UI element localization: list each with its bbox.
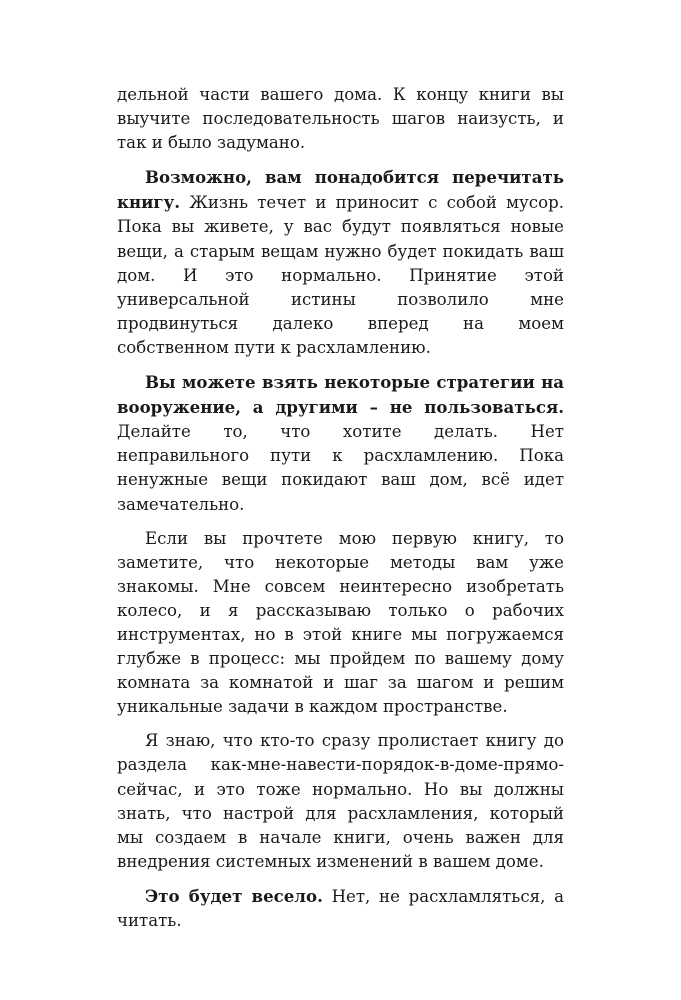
- paragraph-text: Если вы прочтете мою первую книгу, то заметите, что некоторые методы вам уже знакомы. Мне совсем неинтересно изобретать колесо, и я рассказываю только о рабочих инструментах, но в этой книге мы погружаемся глубже в процесс: мы пройдем по вашему дому комната за комнатой и шаг за шагом и решим уникальные задачи в каждом пространстве.: [117, 528, 564, 717]
- paragraph-first-book: [117, 527, 564, 720]
- paragraph-lead: Вы можете взять некоторые стратегии на вооружение, а другими – не пользоваться.: [117, 372, 564, 418]
- paragraph-skip-ahead: [117, 729, 564, 874]
- paragraph-text: Делайте то, что хотите делать. Нет неправильного пути к расхламлению. Пока ненужные вещи покидают ваш дом, всё идет замечательно.: [117, 422, 564, 514]
- paragraph-lead: Это будет весело.: [145, 885, 323, 906]
- paragraph-text: Нет, не расхламляться, а читать.: [117, 886, 564, 930]
- book-page: [117, 83, 564, 943]
- paragraph-text: Я знаю, что кто-то сразу пролистает книгу до раздела как-мне-навести-порядок-в-доме-прямо-сейчас, и это тоже нормально. Но вы должны знать, что настрой для расхламления, который мы создаем в начале книги, очень важен для внедрения системных изменений в вашем доме.: [117, 731, 564, 871]
- paragraph-continuation: [117, 83, 564, 155]
- paragraph-text: дельной части вашего дома. К концу книги вы выучите последовательность шагов наизусть, и так и было задумано.: [117, 85, 564, 153]
- paragraph-strategies: [117, 370, 564, 517]
- paragraph-fun: [117, 884, 564, 933]
- paragraph-reread: [117, 165, 564, 360]
- paragraph-text: Жизнь течет и приносит с собой мусор. Пока вы живете, у вас будут появляться новые вещи, а старым вещам нужно будет покидать ваш дом. И это нормально. Принятие этой универсальной истины позволило мне продвинуться далеко вперед на моем собственном пути к расхламлению.: [117, 193, 564, 357]
- paragraph-lead: Возможно, вам понадобится перечитать книгу.: [117, 167, 564, 213]
